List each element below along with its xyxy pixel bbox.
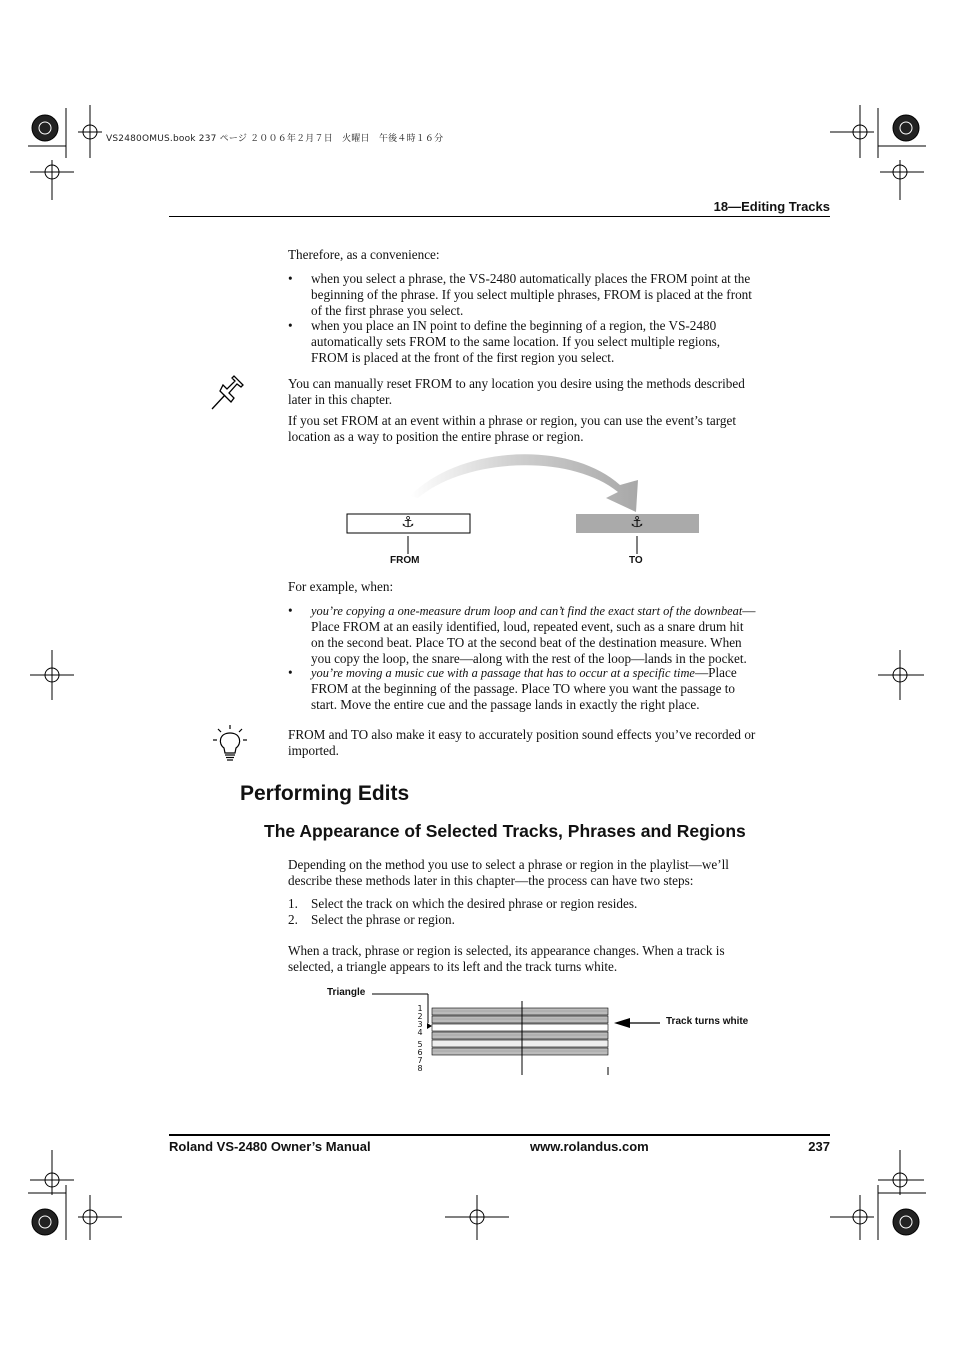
bullet-line [311,665,808,681]
from-anchor-icon: ⚓ [401,513,415,531]
paragraph-line: selected, a triangle appears to its left and the track turns white. [288,959,618,974]
from-label: FROM [390,555,420,566]
bullet-dash: —Place [694,665,737,680]
track-number: 5 [417,1040,423,1049]
bullet-line: FROM is placed at the front of the first region you select. [311,350,615,365]
paragraph-line: describe these methods later in this chapter—the process can have two steps: [288,873,694,888]
print-header: VS2480OMUS.book 237 ページ ２００６年２月７日 火曜日 午後４時１６分 [106,134,444,144]
note-line: later in this chapter. [288,392,392,407]
track-number: 7 [417,1056,423,1065]
bullet-italic: you’re copying a one-measure drum loop and can’t find the exact start of the downbeat [311,604,743,618]
track-number-column [415,1005,425,1073]
bullet-dot: • [288,665,293,680]
bullet-line: beginning of the phrase. If you select multiple phrases, FROM is placed at the front [311,287,752,302]
page-number: 237 [808,1139,830,1154]
track-number: 1 [417,1004,423,1013]
curved-arrow [410,454,638,512]
paragraph-line: When a track, phrase or region is selected, its appearance changes. When a track is [288,943,725,958]
note-line: You can manually reset FROM to any location you desire using the methods described [288,376,745,391]
triangle-label: Triangle [327,987,366,998]
tip-text [288,727,808,759]
track-number: 3 [417,1020,423,1029]
bullet-line: on the second beat. Place TO at the second beat of the destination measure. When [311,635,742,650]
step-text: Select the phrase or region. [311,912,455,927]
example-intro: For example, when: [288,579,394,594]
bullet-line: when you select a phrase, the VS-2480 automatically places the FROM point at the [311,271,751,286]
bullet-line: you copy the loop, the snare—along with the rest of the loop—lands in the pocket. [311,651,747,666]
bullet-dot: • [288,318,293,333]
section-title: Performing Edits [240,782,410,805]
bullet-line: automatically sets FROM to the same location. If you select multiple regions, [311,334,721,349]
chapter-header: 18—Editing Tracks [713,199,830,214]
step-text: Select the track on which the desired phrase or region resides. [311,896,638,911]
track-lane [432,1008,608,1015]
intro-text: Therefore, as a convenience: [288,247,440,262]
step-number: 2. [288,912,298,927]
bullet-italic: you’re moving a music cue with a passage that has to occur at a specific time [311,666,695,680]
track-number: 4 [417,1028,423,1037]
track-number: 6 [417,1048,423,1057]
event-paragraph [288,413,808,445]
method-paragraph [288,857,808,889]
to-anchor-icon: ⚓ [630,513,644,531]
bullet-line [311,603,808,619]
to-label: TO [629,555,643,566]
footer-manual-title: Roland VS-2480 Owner’s Manual [169,1139,371,1154]
track-white-label: Track turns white [666,1016,749,1027]
pushpin-note-icon [208,374,248,412]
track-lane [432,1016,608,1023]
bullet-line: of the first phrase you select. [311,303,464,318]
paragraph-line: location as a way to position the entire phrase or region. [288,429,584,444]
footer-rule [169,1134,830,1136]
track-lane-selected [432,1024,608,1031]
lightbulb-tip-icon [212,724,248,762]
footer-url: www.rolandus.com [530,1139,649,1154]
bullet-dot: • [288,271,293,286]
paragraph-line: Depending on the method you use to select a phrase or region in the playlist—we’ll [288,857,729,872]
track-number: 2 [417,1012,423,1021]
selection-triangle [427,1023,432,1029]
track-lane [432,1040,608,1047]
bullet-dot: • [288,603,293,618]
header-rule [169,216,830,217]
note-text [288,376,808,408]
bullet-line: when you place an IN point to define the beginning of a region, the VS-2480 [311,318,717,333]
tip-line: imported. [288,743,339,758]
track-figure [300,985,770,1080]
step-number: 1. [288,896,298,911]
bullet-line: start. Move the entire cue and the passage lands in exactly the right place. [311,697,700,712]
track-lane [432,1032,608,1039]
paragraph-line: If you set FROM at an event within a phrase or region, you can use the event’s target [288,413,737,428]
tip-line: FROM and TO also make it easy to accurately position sound effects you’ve recorded or [288,727,756,742]
subsection-title: The Appearance of Selected Tracks, Phrases and Regions [264,821,746,841]
bullet-line: Place FROM at an easily identified, loud, repeated event, such as a snare drum hit [311,619,744,634]
track-number: 8 [417,1064,423,1073]
bullet-dash: — [742,603,756,618]
selected-paragraph [288,943,808,975]
bullet-line: FROM at the beginning of the passage. Place TO where you want the passage to [311,681,735,696]
track-lane [432,1048,608,1055]
